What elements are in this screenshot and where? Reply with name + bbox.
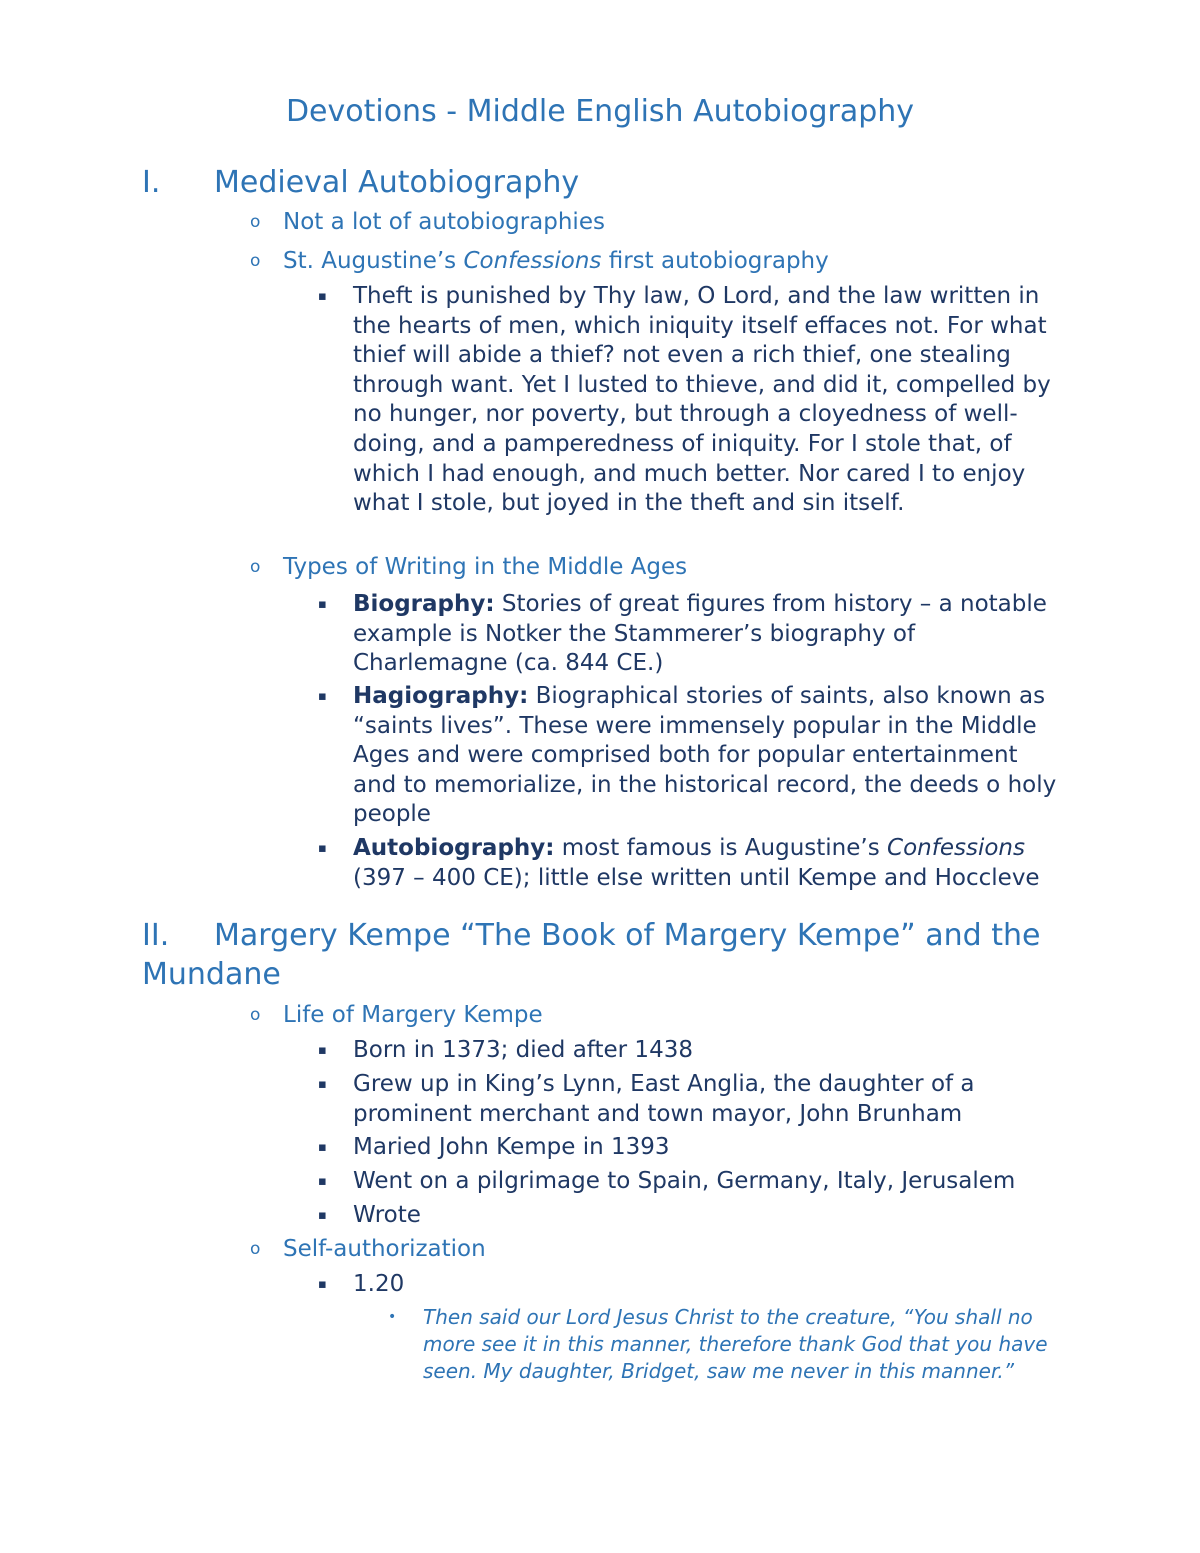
list-item-text: Self-authorization xyxy=(283,1236,486,1262)
section-number: I. xyxy=(142,165,161,200)
term-definition: Biographical stories of saints, also known as “saints lives”. These were immensely popular in the Middle Ages and were comprised both for popular entertainment and to memorialize, in the historical record, the deeds o holy people xyxy=(353,683,1057,828)
page-title: Devotions - Middle English Autobiography xyxy=(285,94,915,129)
circle-bullet-icon: o xyxy=(250,212,261,232)
sub-list-item: ▪ Wrote xyxy=(318,1201,1063,1231)
section-heading-1 xyxy=(142,163,1062,202)
list-item-text: St. Augustine’s Confessions first autobiography xyxy=(283,248,829,274)
term-definition: Stories of great figures from history – a notable example is Notker the Stammerer’s biography of Charlemagne (ca. 844 CE.) xyxy=(353,591,1047,677)
quote-text: Theft is punished by Thy law, O Lord, and the law written in the hearts of men, which iniquity itself effaces not. For what thief will abide a thief? not even a rich thief, one stealing through want. Yet I lusted to thieve, and did it, compelled by no hunger, nor poverty, but through a cloyedness of well-doing, and a pamperedness of iniquity. For I stole that, of which I had enough, and much better. Nor cared I to enjoy what I stole, but joyed in the theft and sin itself. xyxy=(353,283,1051,517)
square-bullet-icon: ▪ xyxy=(318,841,327,856)
square-bullet-icon: ▪ xyxy=(318,1140,327,1155)
sub-list-item: ▪ Autobiography: most famous is Augustine’s Confessions (397 – 400 CE); little else written until Kempe and Hoccleve xyxy=(318,835,1040,891)
term-label: Hagiography: xyxy=(353,683,529,709)
quote-item xyxy=(388,1304,1068,1385)
quote-text: Then said our Lord Jesus Christ to the creature, “You shall no more see it in this manner, therefore thank God that you have seen. My daughter, Bridget, saw me never in this manner.” xyxy=(423,1305,1048,1383)
sub-list-item: ▪ 1.20 xyxy=(318,1270,1063,1300)
section-heading-2 xyxy=(142,916,1062,994)
sub-list-item: ▪ Grew up in King’s Lynn, East Anglia, the daughter of a prominent merchant and town mayor, John Brunham xyxy=(318,1071,975,1127)
square-bullet-icon: ▪ xyxy=(318,597,327,612)
square-bullet-icon: ▪ xyxy=(318,289,327,304)
square-bullet-icon: ▪ xyxy=(318,1277,327,1292)
section-title: Medieval Autobiography xyxy=(214,165,580,200)
circle-bullet-icon: o xyxy=(250,1005,261,1025)
term-definition: most famous is Augustine’s xyxy=(554,835,888,861)
book-title: Confessions xyxy=(887,835,1025,861)
square-bullet-icon: ▪ xyxy=(318,1174,327,1189)
bullet-icon: • xyxy=(388,1309,397,1325)
term-label: Autobiography: xyxy=(353,835,555,861)
sub-list-item: ▪ Went on a pilgrimage to Spain, Germany, Italy, Jerusalem xyxy=(318,1167,1063,1197)
square-bullet-icon: ▪ xyxy=(318,1043,327,1058)
term-label: Biography: xyxy=(353,591,495,617)
circle-bullet-icon: o xyxy=(250,1239,261,1259)
square-bullet-icon: ▪ xyxy=(318,1208,327,1223)
section-title: Margery Kempe “The Book of Margery Kempe” and the Mundane xyxy=(142,918,1041,992)
circle-bullet-icon: o xyxy=(250,251,261,271)
sub-list-item: ▪ Maried John Kempe in 1393 xyxy=(318,1133,1063,1163)
circle-bullet-icon: o xyxy=(250,557,261,577)
section-number: II. xyxy=(142,918,170,953)
list-item-text: Life of Margery Kempe xyxy=(283,1002,543,1028)
square-bullet-icon: ▪ xyxy=(318,689,327,704)
list-item-text: Types of Writing in the Middle Ages xyxy=(283,554,688,580)
sub-list-item xyxy=(318,682,1063,830)
list-item-text: Not a lot of autobiographies xyxy=(283,209,605,235)
square-bullet-icon: ▪ xyxy=(318,1077,327,1092)
sub-list-item: ▪ Born in 1373; died after 1438 xyxy=(318,1036,1063,1066)
book-title: Confessions xyxy=(463,248,602,274)
sub-list-item xyxy=(318,282,1063,519)
sub-list-item xyxy=(318,590,1063,679)
